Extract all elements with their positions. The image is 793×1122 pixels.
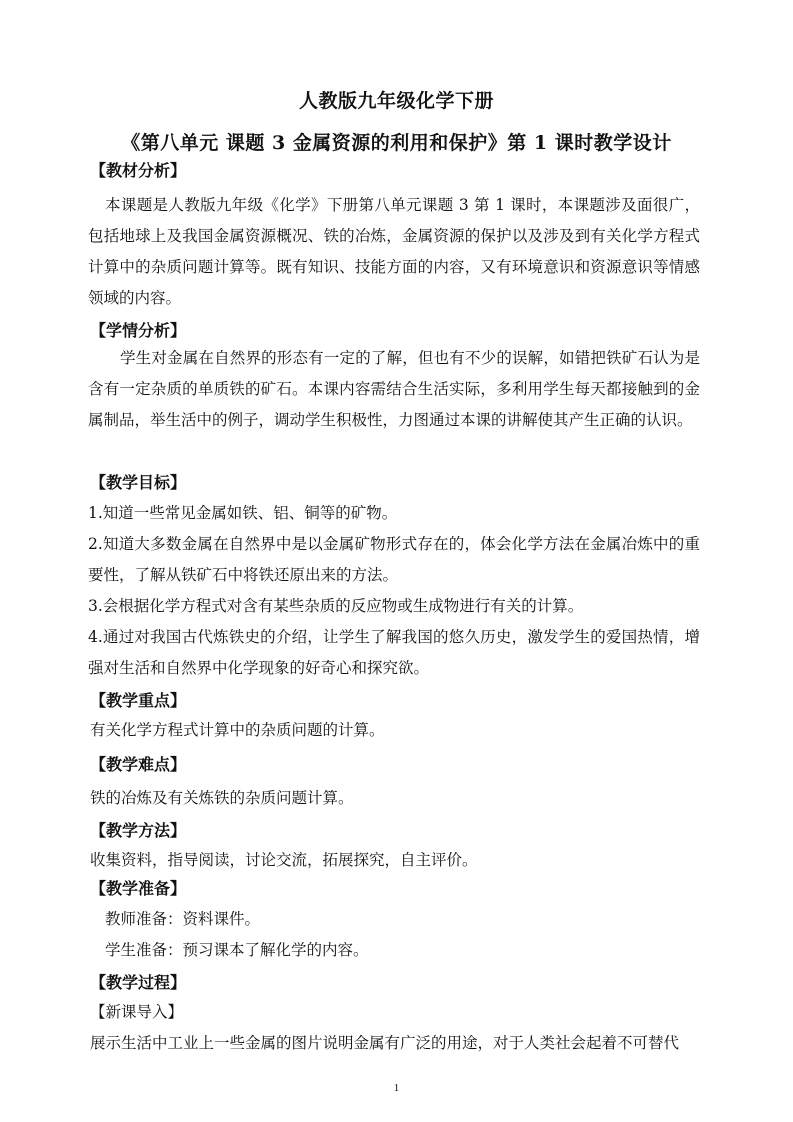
methods-text: 收集资料，指导阅读，讨论交流，拓展探究，自主评价。 — [90, 851, 478, 869]
goal-item: 3.会根据化学方程式对含有某些杂质的反应物或生成物进行有关的计算。 — [88, 597, 584, 615]
section-heading-methods: 【教学方法】 — [90, 821, 187, 840]
material-analysis-paragraph: 本课题是人教版九年级《化学》下册第八单元课题 3 第 1 课时，本课题涉及面很广，包括地球上及我国金属资源概况、铁的冶炼，金属资源的保护以及涉及到有关化学方程式计算中的杂质问题计算等。既有知识、技能方面的内容，又有环境意识和资源意识等情感领域的内容。 — [88, 196, 700, 307]
process-sub-heading: 【新课导入】 — [90, 1003, 184, 1021]
section-heading-material: 【教材分析】 — [90, 161, 187, 180]
material-analysis-text — [88, 190, 700, 314]
goal-item: 4.通过对我国古代炼铁史的介绍，让学生了解我国的悠久历史，激发学生的爱国热情，增强对生活和自然界中化学现象的好奇心和探究欲。 — [88, 628, 700, 677]
key-points-text: 有关化学方程式计算中的杂质问题的计算。 — [90, 721, 385, 739]
difficulties-text: 铁的冶炼及有关炼铁的杂质问题计算。 — [90, 789, 354, 807]
section-heading-key-points: 【教学重点】 — [90, 691, 187, 710]
teacher-preparation-text: 教师准备：资料课件。 — [105, 910, 261, 928]
goal-item: 1.知道一些常见金属如铁、铝、铜等的矿物。 — [88, 504, 398, 522]
section-heading-students: 【学情分析】 — [90, 321, 187, 340]
process-intro-text: 展示生活中工业上一些金属的图片说明金属有广泛的用途，对于人类社会起着不可替代 — [90, 1034, 680, 1052]
section-heading-process: 【教学过程】 — [90, 973, 187, 992]
goals-list — [88, 498, 700, 684]
page-number: 1 — [393, 1082, 400, 1094]
student-analysis-paragraph: 学生对金属在自然界的形态有一定的了解，但也有不少的误解，如错把铁矿石认为是含有一定杂质的单质铁的矿石。本课内容需结合生活实际，多利用学生每天都接触到的金属制品，举生活中的例子，调动学生积极性，力图通过本课的讲解使其产生正确的认识。 — [88, 349, 700, 429]
section-heading-goals: 【教学目标】 — [90, 473, 187, 492]
document-subtitle: 《第八单元 课题 3 金属资源的利用和保护》第 1 课时教学设计 — [121, 132, 672, 154]
section-heading-difficulties: 【教学难点】 — [90, 755, 187, 774]
section-heading-preparation: 【教学准备】 — [90, 879, 187, 898]
student-analysis-text — [88, 343, 700, 436]
student-preparation-text: 学生准备：预习课本了解化学的内容。 — [105, 941, 369, 959]
document-title: 人教版九年级化学下册 — [298, 90, 494, 112]
goal-item: 2.知道大多数金属在自然界中是以金属矿物形式存在的，体会化学方法在金属冶炼中的重要性，了解从铁矿石中将铁还原出来的方法。 — [88, 535, 700, 584]
